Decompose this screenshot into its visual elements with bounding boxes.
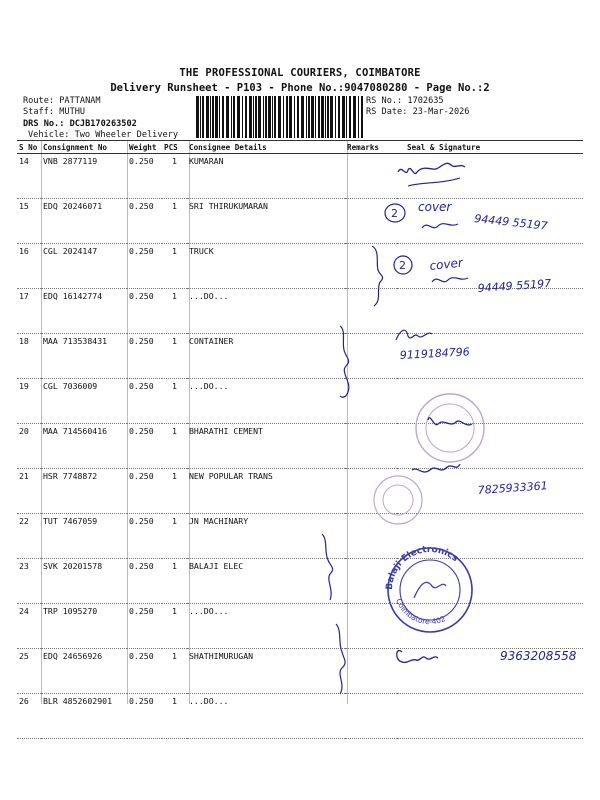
- barcode-bar: [315, 96, 316, 138]
- barcode-bar: [294, 96, 295, 138]
- row-weight: 0.250: [127, 334, 162, 379]
- barcode-bar: [335, 96, 336, 138]
- row-sno: 17: [17, 289, 41, 334]
- row-signature-cell: [397, 514, 583, 559]
- barcode-bar: [272, 96, 273, 138]
- row-remarks: [345, 559, 397, 604]
- table-row: [17, 694, 583, 739]
- row-consignee: SHATHIMURUGAN: [187, 649, 345, 694]
- barcode: [196, 96, 364, 138]
- phone-15: 94449 55197: [473, 212, 549, 233]
- barcode-bar: [358, 96, 359, 138]
- row-signature-cell: [397, 424, 583, 469]
- barcode-bar: [283, 96, 284, 138]
- row-remarks: [345, 694, 397, 739]
- row-pcs: 1: [162, 469, 187, 514]
- barcode-bar: [361, 96, 363, 138]
- row-signature-cell: [397, 379, 583, 424]
- row-consignment-no: CGL 2024147: [41, 244, 127, 289]
- barcode-bar: [286, 96, 288, 138]
- table-row: [17, 649, 583, 694]
- barcode-bar: [306, 96, 307, 138]
- row-consignee: ...DO...: [187, 379, 345, 424]
- table-row: [17, 424, 583, 469]
- row-consignment-no: VNB 2877119: [41, 154, 127, 199]
- table-row: [17, 244, 583, 289]
- row-weight: 0.250: [127, 199, 162, 244]
- barcode-bar: [346, 96, 347, 138]
- row-remarks: [345, 379, 397, 424]
- barcode-bar: [353, 96, 356, 138]
- row-consignment-no: TUT 7467059: [41, 514, 127, 559]
- count-16: 2: [399, 259, 406, 272]
- row-signature-cell: [397, 244, 583, 289]
- row-signature-cell: [397, 289, 583, 334]
- row-pcs: 1: [162, 649, 187, 694]
- row-weight: 0.250: [127, 244, 162, 289]
- vehicle-label: Vehicle: Two Wheeler Delivery: [28, 130, 179, 140]
- cover-note-16: cover: [428, 255, 464, 273]
- barcode-bar: [255, 96, 257, 138]
- barcode-bar: [196, 96, 199, 138]
- row-sno: 18: [17, 334, 41, 379]
- phone-16: 94449 55197: [477, 276, 552, 295]
- row-consignee: KUMARAN: [187, 154, 345, 199]
- row-weight: 0.250: [127, 154, 162, 199]
- barcode-bar: [278, 96, 281, 138]
- rs-number: RS No.: 1702635: [366, 96, 444, 106]
- row-sno: 15: [17, 199, 41, 244]
- row-sno: 20: [17, 424, 41, 469]
- barcode-bar: [338, 96, 340, 138]
- row-weight: 0.250: [127, 604, 162, 649]
- barcode-bar: [202, 96, 204, 138]
- row-signature-cell: [397, 154, 583, 199]
- row-weight: 0.250: [127, 469, 162, 514]
- barcode-bar: [301, 96, 304, 138]
- row-consignee: ...DO...: [187, 694, 345, 739]
- row-consignee: NEW POPULAR TRANS: [187, 469, 345, 514]
- barcode-bar: [231, 96, 232, 138]
- row-pcs: 1: [162, 244, 187, 289]
- barcode-bar: [206, 96, 209, 138]
- barcode-bar: [219, 96, 220, 138]
- barcode-bar: [325, 96, 326, 138]
- header-consignee: Consignee Details: [187, 141, 345, 154]
- row-sno: 22: [17, 514, 41, 559]
- row-pcs: 1: [162, 694, 187, 739]
- row-remarks: [345, 334, 397, 379]
- row-weight: 0.250: [127, 514, 162, 559]
- row-pcs: 1: [162, 334, 187, 379]
- row-consignee: JN MACHINARY: [187, 514, 345, 559]
- row-sno: 16: [17, 244, 41, 289]
- row-consignment-no: BLR 4852602901: [41, 694, 127, 739]
- barcode-bar: [297, 96, 299, 138]
- staff-label: Staff: MUTHU: [23, 107, 86, 117]
- row-consignment-no: MAA 714560416: [41, 424, 127, 469]
- row-remarks: [345, 289, 397, 334]
- row-pcs: 1: [162, 514, 187, 559]
- barcode-bar: [210, 96, 211, 138]
- table-row: [17, 154, 583, 199]
- row-remarks: [345, 154, 397, 199]
- row-consignment-no: EDQ 16142774: [41, 289, 127, 334]
- count-15: 2: [391, 207, 398, 220]
- row-consignment-no: EDQ 20246071: [41, 199, 127, 244]
- row-weight: 0.250: [127, 559, 162, 604]
- row-signature-cell: [397, 199, 583, 244]
- barcode-bar: [226, 96, 229, 138]
- header-seal-signature: Seal & Signature: [397, 141, 583, 154]
- row-consignment-no: MAA 713538431: [41, 334, 127, 379]
- barcode-bar: [258, 96, 261, 138]
- barcode-bar: [342, 96, 345, 138]
- header-sno: S No: [17, 141, 41, 154]
- row-sno: 14: [17, 154, 41, 199]
- header-weight: Weight: [127, 141, 162, 154]
- row-consignment-no: TRP 1095270: [41, 604, 127, 649]
- row-consignment-no: CGL 7036009: [41, 379, 127, 424]
- delivery-table: [17, 140, 583, 739]
- row-sno: 21: [17, 469, 41, 514]
- header-pcs: PCS: [162, 141, 187, 154]
- row-remarks: [345, 514, 397, 559]
- row-pcs: 1: [162, 604, 187, 649]
- row-signature-cell: [397, 604, 583, 649]
- header-remarks: Remarks: [345, 141, 397, 154]
- row-consignee: BALAJI ELEC: [187, 559, 345, 604]
- row-remarks: [345, 604, 397, 649]
- row-weight: 0.250: [127, 694, 162, 739]
- barcode-bar: [327, 96, 329, 138]
- row-sno: 25: [17, 649, 41, 694]
- row-signature-cell: [397, 694, 583, 739]
- barcode-bar: [274, 96, 276, 138]
- row-signature-cell: [397, 469, 583, 514]
- barcode-bar: [330, 96, 333, 138]
- stamp-top-text: Balaji Electronics: [384, 544, 460, 591]
- barcode-bar: [253, 96, 254, 138]
- runsheet-subtitle: Delivery Runsheet - P103 - Phone No.:9047080280 - Page No.:2: [110, 82, 490, 94]
- row-weight: 0.250: [127, 649, 162, 694]
- barcode-bar: [265, 96, 267, 138]
- row-consignee: ...DO...: [187, 604, 345, 649]
- row-pcs: 1: [162, 559, 187, 604]
- drs-number: DRS No.: DCJB170263502: [23, 119, 137, 129]
- row-remarks: [345, 424, 397, 469]
- row-consignee: CONTAINER: [187, 334, 345, 379]
- barcode-bar: [237, 96, 240, 138]
- row-pcs: 1: [162, 199, 187, 244]
- barcode-bar: [321, 96, 324, 138]
- barcode-bar: [233, 96, 235, 138]
- row-remarks: [345, 199, 397, 244]
- row-consignment-no: EDQ 24656926: [41, 649, 127, 694]
- barcode-bar: [249, 96, 252, 138]
- table-row: [17, 379, 583, 424]
- row-remarks: [345, 649, 397, 694]
- table-row: [17, 199, 583, 244]
- barcode-bar: [349, 96, 351, 138]
- table-row: [17, 604, 583, 649]
- row-pcs: 1: [162, 379, 187, 424]
- barcode-bar: [263, 96, 264, 138]
- header-consignment: Consignment No: [41, 141, 127, 154]
- barcode-bar: [242, 96, 243, 138]
- table-header-row: [17, 141, 583, 154]
- row-sno: 23: [17, 559, 41, 604]
- barcode-bar: [318, 96, 320, 138]
- phone-25: 9363208558: [500, 649, 577, 663]
- table-row: [17, 514, 583, 559]
- row-weight: 0.250: [127, 289, 162, 334]
- row-sno: 19: [17, 379, 41, 424]
- barcode-bar: [212, 96, 214, 138]
- rs-date: RS Date: 23-Mar-2026: [366, 107, 470, 117]
- row-sno: 24: [17, 604, 41, 649]
- row-weight: 0.250: [127, 379, 162, 424]
- row-consignment-no: HSR 7748872: [41, 469, 127, 514]
- row-consignment-no: SVK 20201578: [41, 559, 127, 604]
- company-title: THE PROFESSIONAL COURIERS, COIMBATORE: [179, 67, 421, 79]
- barcode-bar: [311, 96, 314, 138]
- barcode-bar: [289, 96, 292, 138]
- barcode-bar: [215, 96, 218, 138]
- row-signature-cell: [397, 649, 583, 694]
- table-row: [17, 559, 583, 604]
- barcode-bar: [222, 96, 224, 138]
- row-remarks: [345, 244, 397, 289]
- row-consignee: SRI THIRUKUMARAN: [187, 199, 345, 244]
- row-consignee: ...DO...: [187, 289, 345, 334]
- phone-18: 9119184796: [399, 345, 471, 362]
- row-remarks: [345, 469, 397, 514]
- barcode-bar: [308, 96, 310, 138]
- cover-note-15: cover: [418, 200, 452, 214]
- barcode-bar: [200, 96, 201, 138]
- row-signature-cell: [397, 559, 583, 604]
- row-consignee: TRUCK: [187, 244, 345, 289]
- table-row: [17, 289, 583, 334]
- row-sno: 26: [17, 694, 41, 739]
- phone-21: 7825933361: [477, 479, 549, 497]
- row-pcs: 1: [162, 424, 187, 469]
- row-pcs: 1: [162, 154, 187, 199]
- table-row: [17, 334, 583, 379]
- row-consignee: BHARATHI CEMENT: [187, 424, 345, 469]
- row-signature-cell: [397, 334, 583, 379]
- route-label: Route: PATTANAM: [23, 96, 101, 106]
- barcode-bar: [268, 96, 271, 138]
- row-weight: 0.250: [127, 424, 162, 469]
- stamp-bottom-text: Coimbatore-402: [394, 597, 447, 627]
- table-row: [17, 469, 583, 514]
- row-pcs: 1: [162, 289, 187, 334]
- barcode-bar: [245, 96, 247, 138]
